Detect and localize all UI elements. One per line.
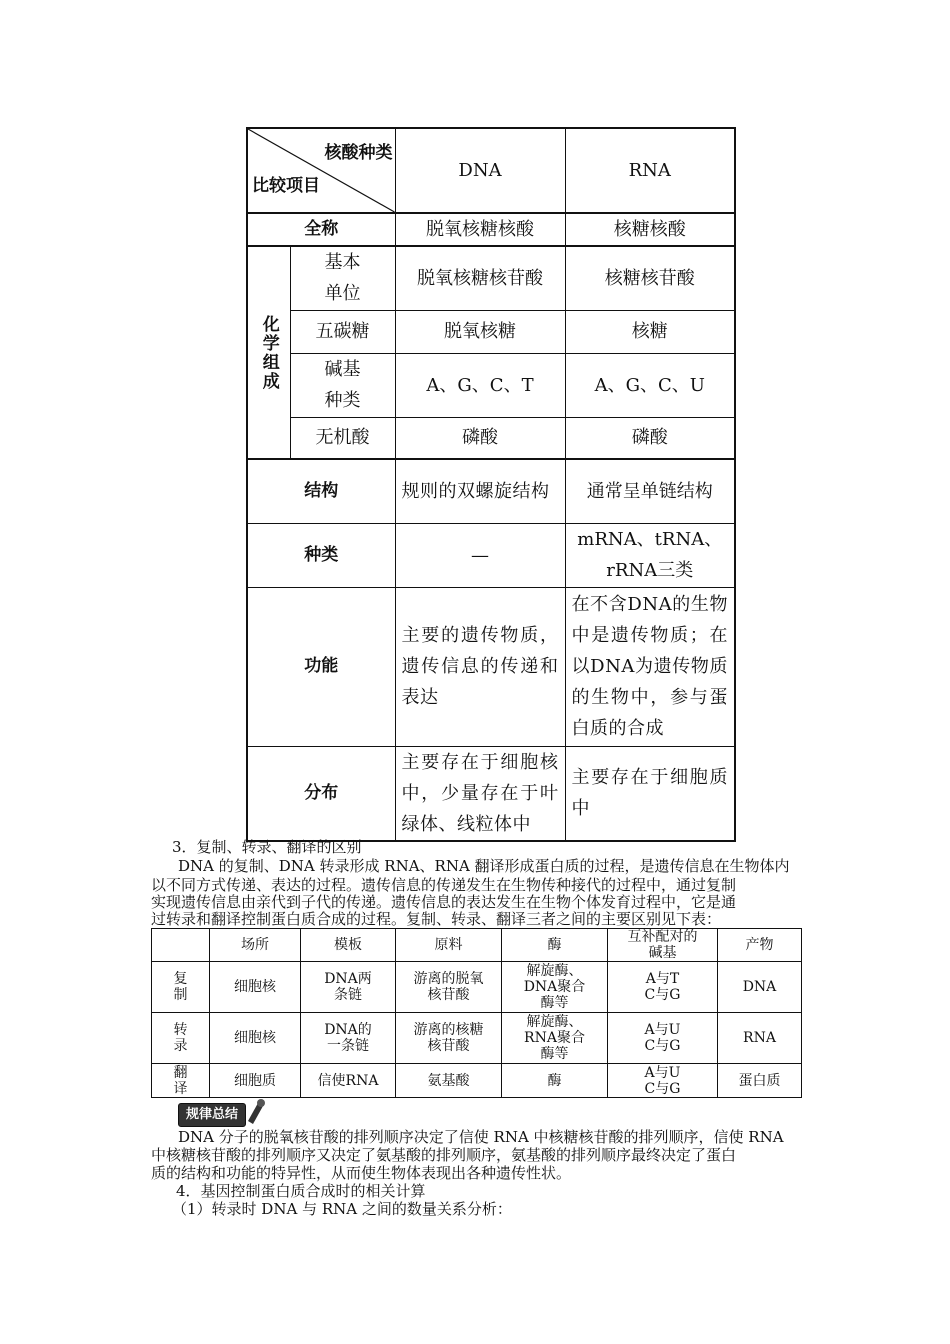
table-row <box>152 1013 802 1064</box>
row-pairs: A与U C与G <box>608 1013 718 1064</box>
unit-label: 基本单位 <box>290 246 395 310</box>
nucleic-acid-comparison-table <box>246 127 736 842</box>
row-material: 氨基酸 <box>396 1064 502 1098</box>
sugar-rna: 核糖 <box>565 310 735 353</box>
acid-label: 无机酸 <box>290 417 395 459</box>
t2-header-pairs: 互补配对的碱基 <box>608 929 718 962</box>
t2-header-template: 模板 <box>301 929 396 962</box>
structure-rna: 通常呈单链结构 <box>565 459 735 523</box>
summary-line-1: DNA 分子的脱氧核苷酸的排列顺序决定了信使 RNA 中核糖核苷酸的排列顺序，信使 RNA <box>178 1128 784 1146</box>
row-name: 翻译 <box>152 1064 210 1098</box>
col-group-label: 核酸种类 <box>324 143 393 163</box>
section3-line-4: 过转录和翻译控制蛋白质合成的过程。复制、转录、翻译三者之间的主要区别见下表： <box>151 910 722 928</box>
chem-group-cell <box>247 246 290 459</box>
section3-title: 3．复制、转录、翻译的区别 <box>172 838 362 856</box>
unit-rna: 核糖核苷酸 <box>565 246 735 310</box>
summary-line-2: 中核糖核苷酸的排列顺序又决定了氨基酸的排列顺序，氨基酸的排列顺序最终决定了蛋白 <box>151 1146 737 1164</box>
t2-header-product: 产物 <box>718 929 802 962</box>
sugar-label: 五碳糖 <box>290 310 395 353</box>
t2-header-material: 原料 <box>396 929 502 962</box>
fullname-label: 全称 <box>247 213 395 246</box>
function-dna: 主要的遗传物质，遗传信息的传递和表达 <box>395 587 565 746</box>
fullname-dna: 脱氧核糖核酸 <box>395 213 565 246</box>
unit-dna: 脱氧核糖核苷酸 <box>395 246 565 310</box>
dna-header: DNA <box>395 128 565 213</box>
kinds-rna: mRNA、tRNA、rRNA三类 <box>565 523 735 587</box>
structure-label: 结构 <box>247 459 395 523</box>
rna-header: RNA <box>565 128 735 213</box>
base-label: 碱基种类 <box>290 353 395 417</box>
row-material: 游离的脱氧核苷酸 <box>396 962 502 1013</box>
kinds-label: 种类 <box>247 523 395 587</box>
section3-line-1: DNA 的复制、DNA 转录形成 RNA、RNA 翻译形成蛋白质的过程，是遗传信息在生物体内 <box>178 857 790 875</box>
replication-transcription-translation-table <box>151 928 802 1098</box>
summary-line-3: 质的结构和功能的特异性，从而使生物体表现出各种遗传性状。 <box>151 1164 572 1182</box>
sugar-dna: 脱氧核糖 <box>395 310 565 353</box>
section3-line-3: 实现遗传信息由亲代到子代的传递。遗传信息的表达发生在生物个体发育过程中，它是通 <box>151 893 737 911</box>
row-enzyme: 解旋酶、RNA聚合酶等 <box>502 1013 608 1064</box>
row-enzyme: 解旋酶、DNA聚合酶等 <box>502 962 608 1013</box>
row-product: DNA <box>718 962 802 1013</box>
base-dna: A、G、C、T <box>395 353 565 417</box>
section4-sub: （1）转录时 DNA 与 RNA 之间的数量关系分析： <box>172 1200 512 1218</box>
row-pairs: A与T C与G <box>608 962 718 1013</box>
table-row <box>152 962 802 1013</box>
section4-title: 4．基因控制蛋白质合成时的相关计算 <box>176 1182 426 1200</box>
row-name: 转录 <box>152 1013 210 1064</box>
structure-dna: 规则的双螺旋结构 <box>395 459 565 523</box>
row-pairs: A与U C与G <box>608 1064 718 1098</box>
row-template: 信使RNA <box>301 1064 396 1098</box>
row-place: 细胞核 <box>210 1013 301 1064</box>
summary-badge: 规律总结 <box>178 1103 246 1127</box>
pen-icon <box>244 1097 268 1125</box>
row-name: 复制 <box>152 962 210 1013</box>
distribution-dna: 主要存在于细胞核中，少量存在于叶绿体、线粒体中 <box>395 746 565 841</box>
row-place: 细胞质 <box>210 1064 301 1098</box>
kinds-dna: — <box>395 523 565 587</box>
distribution-label: 分布 <box>247 746 395 841</box>
row-group-label: 比较项目 <box>252 176 320 196</box>
acid-dna: 磷酸 <box>395 417 565 459</box>
row-enzyme: 酶 <box>502 1064 608 1098</box>
t2-header-place: 场所 <box>210 929 301 962</box>
section3-line-2: 以不同方式传递、表达的过程。遗传信息的传递发生在生物传种接代的过程中，通过复制 <box>151 876 737 894</box>
fullname-rna: 核糖核酸 <box>565 213 735 246</box>
t2-header-enzyme: 酶 <box>502 929 608 962</box>
row-template: DNA的一条链 <box>301 1013 396 1064</box>
row-material: 游离的核糖核苷酸 <box>396 1013 502 1064</box>
row-product: RNA <box>718 1013 802 1064</box>
row-template: DNA两条链 <box>301 962 396 1013</box>
chem-group-label: 化学组成 <box>258 314 279 391</box>
table-row <box>152 1064 802 1098</box>
diagonal-line <box>248 129 395 212</box>
acid-rna: 磷酸 <box>565 417 735 459</box>
row-product: 蛋白质 <box>718 1064 802 1098</box>
row-place: 细胞核 <box>210 962 301 1013</box>
base-rna: A、G、C、U <box>565 353 735 417</box>
function-label: 功能 <box>247 587 395 746</box>
header-diagonal-cell <box>247 128 395 213</box>
distribution-rna: 主要存在于细胞质中 <box>565 746 735 841</box>
function-rna: 在不含DNA的生物中是遗传物质；在以DNA为遗传物质的生物中，参与蛋白质的合成 <box>565 587 735 746</box>
t2-header-empty <box>152 929 210 962</box>
